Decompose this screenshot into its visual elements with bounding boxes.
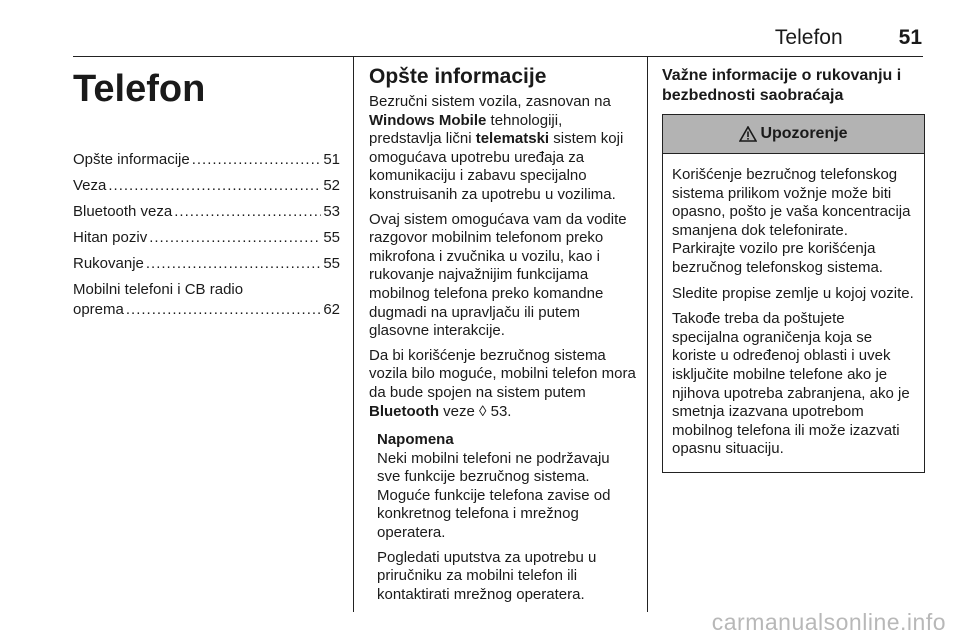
warning-paragraph-2: Sledite propise zemlje u kojoj vozite. [672, 284, 914, 302]
toc-entry[interactable] [73, 280, 340, 320]
toc-page: 55 [323, 255, 340, 272]
toc-label: Bluetooth veza [73, 203, 173, 220]
note-paragraph-1: Neki mobilni telefoni ne podržavaju sve funkcije bezručnog sistema. Moguće funkcije telefona zavise od konkretnog telefona i mrežnog operatera. [377, 449, 611, 542]
toc-label: Veza [73, 177, 107, 194]
warning-header [663, 115, 924, 154]
running-header-title: Telefon [774, 26, 843, 49]
warning-label: Upozorenje [760, 125, 848, 142]
toc-page: 51 [323, 151, 340, 168]
toc-entry[interactable] [73, 150, 340, 170]
general-paragraph-3: Da bi korišćenje bezručnog sistema vozila bilo moguće, mobilni telefon mora da bude spojen na sistem putem Bluetooth veze ◊ 53. [369, 346, 636, 420]
middle-column [369, 56, 637, 610]
page-number: 51 [898, 26, 922, 49]
table-of-contents [73, 150, 340, 320]
watermark: carmanualsonline.info [711, 609, 946, 635]
toc-label-line1: Mobilni telefoni i CB radio [73, 281, 244, 298]
toc-page: 55 [323, 229, 340, 246]
column-divider-2 [647, 56, 648, 612]
warning-paragraph-1: Korišćenje bezručnog telefonskog sistema prilikom vožnje može biti opasno, pošto je vaša koncentracija smanjena dok telefonirate. Parkirajte vozilo pre korišćenja bezručnog telefonskog sistema. [672, 166, 911, 276]
column-divider-1 [353, 56, 354, 612]
warning-body [663, 154, 924, 472]
toc-label: Hitan poziv [73, 229, 148, 246]
toc-page: 52 [323, 177, 340, 194]
chapter-title: Telefon [73, 68, 206, 110]
running-header [0, 26, 922, 50]
toc-entry[interactable] [73, 176, 340, 196]
toc-label: Opšte informacije [73, 151, 190, 168]
toc-page: 62 [323, 301, 340, 318]
warning-box [662, 114, 925, 473]
general-paragraph-2: Ovaj sistem omogućava vam da vodite razgovor mobilnim telefonom preko mikrofona i zvučnika u vozilu, kao i rukovanje najvažnijim funkcijama mobilnog telefona preko komandne dugmadi na upravljaču ili putem glasovne interakcije. [369, 210, 627, 340]
telematics-term: telematski [475, 130, 550, 148]
toc-page: 53 [323, 203, 340, 220]
warning-paragraph-3: Takođe treba da poštujete specijalna ograničenja koja se koriste u određenoj oblasti i uvek isključite mobilne telefone ako je njihova upotreba zabranjena, ako je smetnja izazvana upotrebom mobilnog telefona ili može izazvati opasnu situaciju. [672, 310, 910, 458]
reference-arrow-icon: ◊ [479, 402, 487, 420]
section-title-general: Opšte informacije [369, 65, 547, 88]
note-title: Napomena [377, 431, 454, 449]
toc-entry[interactable] [73, 202, 340, 222]
bluetooth-term: Bluetooth [369, 402, 439, 420]
left-column [73, 56, 340, 326]
section-title-safety: Važne informacije o rukovanju i bezbednosti saobraćaja [662, 67, 902, 104]
toc-label: Rukovanje [73, 255, 144, 272]
toc-label: oprema [73, 301, 124, 318]
note-block [377, 431, 637, 604]
warning-triangle-icon [739, 126, 757, 142]
toc-entry[interactable] [73, 254, 340, 274]
page-reference-link[interactable]: ◊ 53. [479, 402, 512, 420]
toc-entry[interactable] [73, 228, 340, 248]
note-paragraph-2: Pogledati uputstva za upotrebu u priručniku za mobilni telefon ili kontaktirati mrežnog operatera. [377, 548, 597, 603]
general-paragraph-1: Bezručni sistem vozila, zasnovan na Windows Mobile tehnologiji, predstavlja lični telematski sistem koji omogućava upotrebu uređaja za komunikaciju i zabavu specijalno konstruisanih za upotrebu u vozilima. [369, 93, 624, 203]
right-column [662, 56, 925, 473]
windows-mobile-term: Windows Mobile [369, 111, 487, 129]
